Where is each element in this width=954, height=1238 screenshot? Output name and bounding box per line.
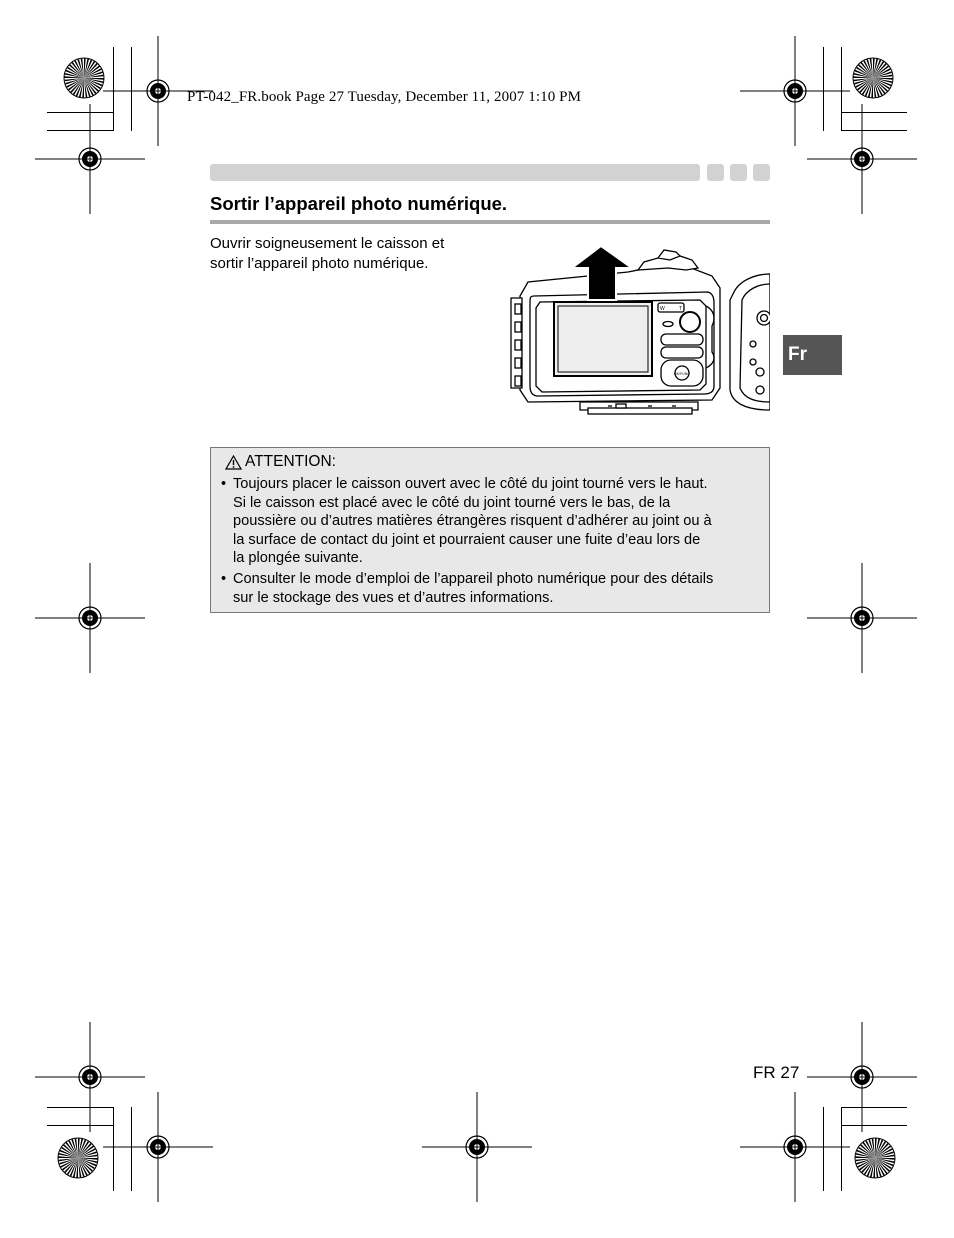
caution-heading-text: ATTENTION: (245, 453, 336, 470)
intro-paragraph (210, 234, 500, 274)
title-decoration-square (730, 164, 747, 181)
title-decoration-bar (210, 164, 700, 181)
section-divider (210, 220, 770, 224)
caution-heading (225, 453, 336, 471)
caution-line: sur le stockage des vues et d’autres informations. (233, 589, 554, 606)
warning-triangle-icon (225, 455, 242, 470)
zoom-w-label: W (660, 306, 665, 312)
caution-line: poussière ou d’autres matières étrangères risquent d’adhérer au joint ou à (233, 513, 712, 530)
caution-list (219, 475, 761, 609)
caution-item (219, 475, 761, 568)
title-decoration-square (707, 164, 724, 181)
print-header: PT-042_FR.book Page 27 Tuesday, December 11, 2007 1:10 PM (187, 89, 582, 105)
language-tab: Fr (783, 335, 842, 375)
page-number: FR 27 (753, 1063, 800, 1082)
starburst-target (58, 1138, 98, 1178)
camera-housing-illustration (508, 240, 770, 420)
caution-line: Si le caisson est placé avec le côté du joint tourné vers le bas, de la (233, 494, 671, 511)
caution-line: Toujours placer le caisson ouvert avec le côté du joint tourné vers le haut. (233, 476, 708, 492)
housing-side-view (730, 274, 770, 410)
bullet: • (221, 476, 227, 492)
caution-line: la surface de contact du joint et pourraient causer une fuite d’eau lors de (233, 531, 701, 548)
intro-line: Ouvrir soigneusement le caisson et (210, 235, 445, 252)
title-decoration-square (753, 164, 770, 181)
caution-item (219, 570, 761, 607)
starburst-target (853, 58, 893, 98)
section-title: Sortir l’appareil photo numérique. (210, 193, 508, 214)
intro-line: sortir l’appareil photo numérique. (210, 255, 429, 272)
zoom-t-label: T (679, 306, 683, 312)
caution-box (210, 447, 770, 613)
caution-line: Consulter le mode d’emploi de l’appareil photo numérique pour des détails (233, 570, 714, 587)
caution-line: la plongée suivante. (233, 550, 363, 567)
starburst-target (64, 58, 104, 98)
starburst-target (855, 1138, 895, 1178)
ok-func-label: OK/FUNC (674, 372, 690, 376)
bullet: • (221, 570, 227, 587)
